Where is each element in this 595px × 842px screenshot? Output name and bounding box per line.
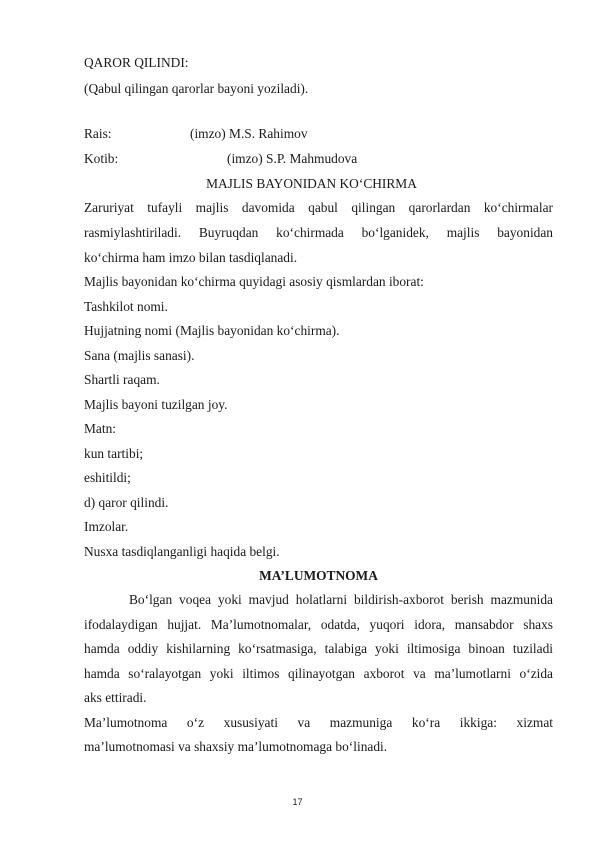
kotib-signature: (imzo) S.P. Mahmudova <box>227 151 358 166</box>
section-title-reference: MA’LUMOTNOMA <box>259 568 378 583</box>
paragraph-line: Bo‘lgan voqea yoki mavjud holatlarni bildirish-axborot berish mazmunida <box>129 592 553 607</box>
paragraph-line: Ma’lumotnoma o‘z xususiyati va mazmuniga ko‘ra ikkiga: xizmat <box>84 715 553 730</box>
kotib-label: Kotib: <box>84 151 119 166</box>
list-item: Majlis bayoni tuzilgan joy. <box>84 397 228 412</box>
list-item: eshitildi; <box>84 470 131 485</box>
rais-signature: (imzo) M.S. Rahimov <box>190 126 308 141</box>
page-number: 17 <box>292 797 303 807</box>
list-item: Shartli raqam. <box>84 372 160 387</box>
kotib-signature-line <box>84 151 553 167</box>
rais-label: Rais: <box>84 126 112 141</box>
list-item: kun tartibi; <box>84 446 144 461</box>
section-title-excerpt: MAJLIS BAYONIDAN KO‘CHIRMA <box>206 176 417 191</box>
list-intro: Majlis bayonidan ko‘chirma quyidagi asosiy qismlardan iborat: <box>84 274 424 289</box>
decision-heading: QAROR QILINDI: <box>84 55 189 70</box>
paragraph-line: ifodalaydigan hujjat. Ma’lumotnomalar, odatda, yuqori idora, mansabdor shaxs <box>84 617 553 632</box>
paragraph-line: Zaruriyat tufayli majlis davomida qabul qilingan qarorlardan ko‘chirmalar <box>84 200 553 215</box>
paragraph-line: ma’lumotnomasi va shaxsiy ma’lumotnomaga bo‘linadi. <box>84 739 388 754</box>
list-item: Hujjatning nomi (Majlis bayonidan ko‘chirma). <box>84 323 340 338</box>
list-item: Matn: <box>84 421 116 436</box>
list-item: Imzolar. <box>84 519 129 534</box>
paragraph-line: hamda so‘ralayotgan yoki iltimos qilinayotgan axborot va ma’lumotlarni o‘zida <box>84 666 553 681</box>
paragraph-line: rasmiylashtiriladi. Buyruqdan ko‘chirmada bo‘lganidek, majlis bayonidan <box>84 225 553 240</box>
paragraph-line: ko‘chirma ham imzo bilan tasdiqlanadi. <box>84 250 298 265</box>
list-item: d) qaror qilindi. <box>84 495 169 510</box>
list-item: Nusxa tasdiqlanganligi haqida belgi. <box>84 544 280 559</box>
list-item: Tashkilot nomi. <box>84 299 168 314</box>
paragraph-line: hamda oddiy kishilarning ko‘rsatmasiga, talabiga yoki iltimosiga binoan tuziladi <box>84 641 553 656</box>
list-item: Sana (majlis sanasi). <box>84 348 195 363</box>
rais-signature-line <box>84 126 553 142</box>
paragraph-line: aks ettiradi. <box>84 690 147 705</box>
decision-note: (Qabul qilingan qarorlar bayoni yoziladi). <box>84 81 309 96</box>
